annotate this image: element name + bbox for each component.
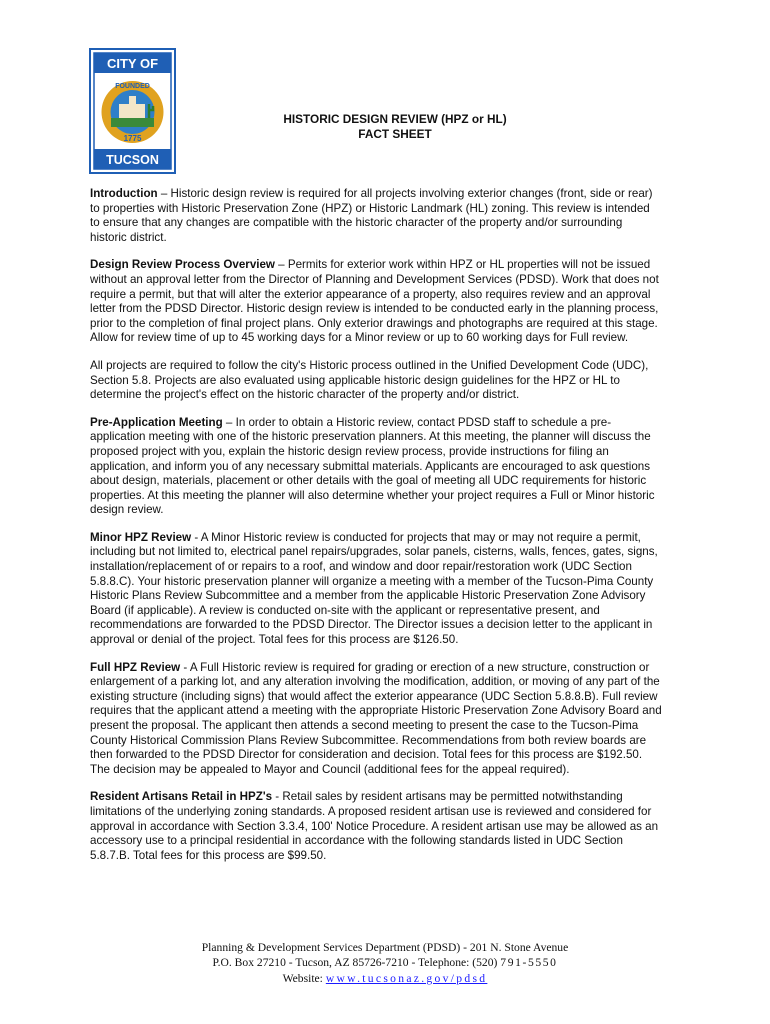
section-udc-process: [90, 359, 662, 403]
section-text: - A Full Historic review is required for grading or erection of a new structure, construction or enlargement of a parking lot, and any alteration involving the modification, addition, or moving of any part of the existing structure (including signs) that would affect the exterior appearance (UDC Section 5.8.8.B). Full review requires that the applicant attend a meeting with the appropriate Historic Preservation Zone Advisory Board and present the proposal. The applicant then attends a second meeting to present the case to the Tucson-Pima County Historical Commission Plans Review Subcommittee. Recommendations from both review boards are then forwarded to the PDSD Director for consideration and decision. Total fees for this process are $192.50. The decision may be appealed to Mayor and Council (additional fees for the appeal required).: [90, 660, 662, 776]
section-heading: Full HPZ Review: [90, 660, 181, 674]
section-resident-artisans: [90, 790, 662, 863]
section-minor-review: [90, 531, 662, 648]
section-text: All projects are required to follow the city's Historic process outlined in the Unified Development Code (UDC), Section 5.8. Projects are also evaluated using applicable historic design guidelines for the HPZ or HL to determine the project's effect on the historic character of the property and/or district.: [90, 358, 649, 402]
section-full-review: [90, 661, 662, 778]
section-heading: Introduction: [90, 187, 158, 200]
logo-top-text: CITY OF: [106, 56, 159, 71]
section-text: – Historic design review is required for all projects involving exterior changes (front, side or rear) to properties with Historic Preservation Zone (HPZ) or Historic Landmark (HL) zoning. This review is intended to ensure that any changes are compatible with the historic character of the property and/or surrounding historic district.: [90, 187, 653, 244]
footer-website-line: [0, 971, 770, 986]
document-body: [90, 187, 662, 876]
section-heading: Pre-Application Meeting: [90, 415, 223, 429]
document-title: HISTORIC DESIGN REVIEW (HPZ or HL): [283, 112, 507, 126]
title-block: [180, 112, 610, 142]
section-heading: Design Review Process Overview: [90, 258, 275, 272]
footer-website-label: Website:: [282, 971, 326, 985]
section-text: - Retail sales by resident artisans may be permitted notwithstanding limitations of the underlying zoning standards. A proposed resident artisan use is reviewed and considered for approval in accordance with Section 3.3.4, 100' Notice Procedure. A resident artisan use may be allowed as an accessory use to a principal residential in accordance with the following standards listed in UDC Section 5.8.7.B. Total fees for this process are $99.50.: [90, 790, 659, 862]
logo-ring-bottom: 1775: [123, 134, 142, 143]
section-text: – In order to obtain a Historic review, contact PDSD staff to schedule a pre-application meeting with one of the historic preservation planners. At this meeting, the planner will discuss the proposed project with you, explain the historic design review process, provide instructions for filing an application, and inform you of any necessary submittal materials. Applicants are encouraged to ask questions about design, materials, placement or other details with the goal of meeting all UDC requirements for historic properties. At this meeting the planner will also determine whether your project requires a Full or Minor historic design review.: [90, 415, 655, 517]
section-text: – Permits for exterior work within HPZ or HL properties will not be issued without an approval letter from the Director of Planning and Development Services (PDSD). Work that does not require a permit, but that will alter the exterior appearance of a property, also requires review and an approval letter from the PDSD Director. Historic design review is intended to be conducted early in the planning process, prior to the completion of final project plans. Only exterior drawings and photographs are required at this stage. Allow for review time of up to 45 working days for a Minor review or up to 60 working days for Full review.: [90, 258, 659, 345]
section-process-overview: [90, 258, 662, 346]
page-footer: [0, 940, 770, 986]
section-text: - A Minor Historic review is conducted for projects that may or may not require a permit, including but not limited to, electrical panel repairs/upgrades, solar panels, cisterns, walls, fences, gates, signs, installation/replacement of or repairs to a roof, and window and door repair/restoration work (UDC Section 5.8.8.C). Your historic preservation planner will organize a meeting with a member of the Tucson-Pima County Historic Plans Review Subcommittee and a member from the applicable Historic Preservation Zone Advisory Board (if applicable). A review is conducted on-site with the applicant or representative present, and recommendations are forwarded to the PDSD Director. The Director issues a decision letter to the applicant in approval or denial of the project. Total fees for this process are $126.50.: [90, 530, 658, 647]
footer-phone: 791-5550: [500, 956, 558, 970]
section-heading: Resident Artisans Retail in HPZ's: [90, 790, 273, 804]
website-link[interactable]: www.tucsonaz.gov/pdsd: [325, 971, 488, 985]
footer-contact: [0, 955, 770, 970]
footer-address: Planning & Development Services Department (PDSD) - 201 N. Stone Avenue: [201, 941, 569, 954]
city-of-tucson-logo: [89, 48, 176, 174]
section-pre-application: [90, 416, 662, 518]
document-subtitle: FACT SHEET: [358, 127, 432, 141]
logo-bottom-text: TUCSON: [106, 153, 159, 167]
section-introduction: [90, 187, 662, 245]
footer-po-box: P.O. Box 27210 - Tucson, AZ 85726-7210 - Telephone: (520): [212, 956, 501, 970]
section-heading: Minor HPZ Review: [90, 530, 192, 544]
logo-ring-top: FOUNDED: [115, 83, 150, 90]
